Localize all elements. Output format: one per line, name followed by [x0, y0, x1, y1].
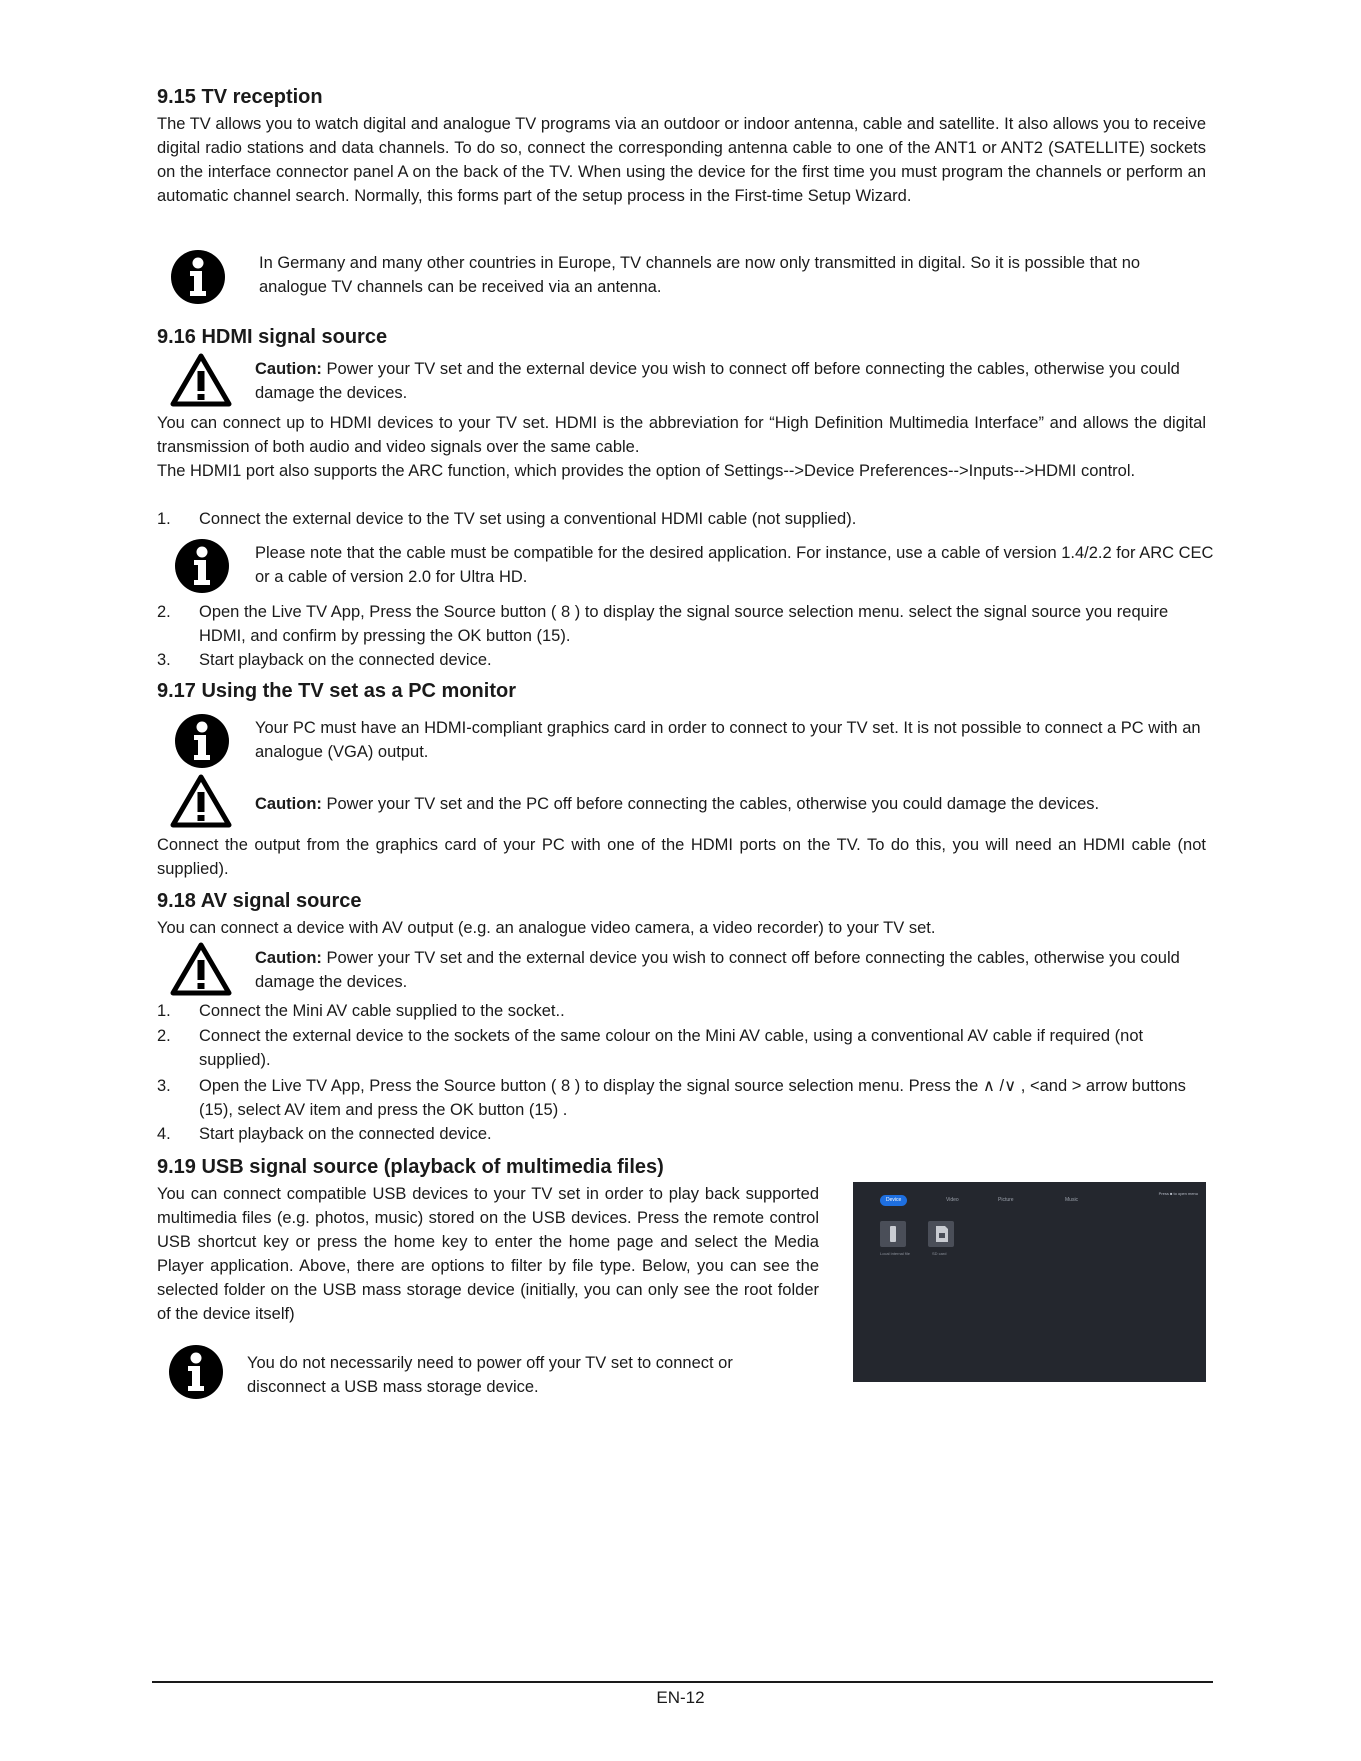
caution-text: Power your TV set and the external device you wish to connect off before connecting the cables, otherwise you could damage the devices. — [255, 949, 1180, 991]
info-icon — [168, 1344, 224, 1405]
footer-rule — [152, 1681, 1213, 1683]
step-number: 1. — [157, 1002, 171, 1020]
caution-note-av — [255, 946, 1207, 994]
media-player-screenshot — [853, 1182, 1206, 1382]
hdmi-intro-paragraph: You can connect up to HDMI devices to your TV set. HDMI is the abbreviation for “High Definition Multimedia Interface” and allows the digital transmission of both audio and video signals over the same cable. — [157, 414, 1206, 456]
av-step-4: Start playback on the connected device. — [199, 1125, 492, 1143]
section-heading-9-15: 9.15 TV reception — [157, 86, 323, 108]
menu-hint: Press ■ to open menu — [1158, 1191, 1198, 1196]
caution-text: Power your TV set and the external device you wish to connect off before connecting the cables, otherwise you could damage the devices. — [255, 360, 1180, 402]
caution-text: Power your TV set and the PC off before connecting the cables, otherwise you could damage the devices. — [321, 795, 1100, 813]
step-number: 4. — [157, 1125, 171, 1143]
av-step-3: Open the Live TV App, Press the Source button ( 8 ) to display the signal source selection menu. Press the ∧ /∨ , <and > arrow buttons (15), select AV item and press the OK button (15) . — [199, 1077, 1186, 1119]
info-note-cable-version: Please note that the cable must be compatible for the desired application. For instance, use a cable of version 1.4/2.2 for ARC CEC or a cable of version 2.0 for Ultra HD. — [255, 544, 1214, 586]
section-heading-9-17: 9.17 Using the TV set as a PC monitor — [157, 680, 516, 702]
info-icon — [170, 249, 226, 310]
pc-connect-paragraph: Connect the output from the graphics card of your PC with one of the HDMI ports on the TV. To do this, you will need an HDMI cable (not supplied). — [157, 836, 1206, 878]
caution-note-pc — [255, 792, 1207, 816]
step-number: 1. — [157, 510, 171, 528]
tab-device: Device — [880, 1195, 907, 1206]
sd-card-icon — [928, 1221, 954, 1247]
usb-drive-icon — [880, 1221, 906, 1247]
caution-label: Caution: — [255, 360, 322, 378]
info-icon — [174, 713, 230, 774]
warning-icon — [170, 353, 232, 412]
hdmi-step-2: Open the Live TV App, Press the Source button ( 8 ) to display the signal source selection menu. select the signal source you require HDMI, and confirm by pressing the OK button (15). — [199, 603, 1169, 645]
section-heading-9-16: 9.16 HDMI signal source — [157, 326, 388, 348]
page-number: EN-12 — [656, 1688, 705, 1707]
caution-label: Caution: — [255, 949, 322, 967]
step-number: 3. — [157, 651, 171, 669]
tv-reception-paragraph: The TV allows you to watch digital and analogue TV programs via an outdoor or indoor antenna, cable and satellite. It also allows you to receive digital radio stations and data channels. To do so, connect the corresponding antenna cable to one of the ANT1 or ANT2 (SATELLITE) sockets on the interface connector panel A on the back of the TV. When using the device for the first time you must program the channels or perform an automatic channel search. Normally, this forms part of the setup process in the First-time Setup Wizard. — [157, 115, 1206, 205]
step-number: 3. — [157, 1077, 171, 1095]
hdmi-step-3: Start playback on the connected device. — [199, 651, 492, 669]
caution-note-hdmi — [255, 357, 1207, 405]
section-heading-9-18: 9.18 AV signal source — [157, 890, 362, 912]
hdmi-arc-paragraph: The HDMI1 port also supports the ARC function, which provides the option of Settings-->Device Preferences-->Inputs-->HDMI control. — [157, 462, 1136, 480]
info-icon — [174, 538, 230, 599]
av-step-1: Connect the Mini AV cable supplied to the socket.. — [199, 1002, 565, 1020]
warning-icon — [170, 942, 232, 1001]
tab-video: Video — [946, 1197, 959, 1203]
tab-picture: Picture — [998, 1197, 1014, 1203]
hdmi-step-1: Connect the external device to the TV set using a conventional HDMI cable (not supplied). — [199, 510, 857, 528]
item-label: Local internal file — [880, 1251, 911, 1256]
usb-intro-paragraph: You can connect compatible USB devices to your TV set in order to play back supported multimedia files (e.g. photos, music) stored on the USB devices. Press the remote control USB shortcut key or press the home key to enter the home page and select the Media Player application. Above, there are options to filter by file type. Below, you can see the selected folder on the USB mass storage device (initially, you can only see the root folder of the device itself) — [157, 1185, 819, 1323]
warning-icon — [170, 774, 232, 833]
step-number: 2. — [157, 1027, 171, 1045]
info-note-digital-only: In Germany and many other countries in Europe, TV channels are now only transmitted in digital. So it is possible that no analogue TV channels can be received via an antenna. — [259, 254, 1141, 296]
caution-label: Caution: — [255, 795, 322, 813]
step-number: 2. — [157, 603, 171, 621]
av-intro-paragraph: You can connect a device with AV output (e.g. an analogue video camera, a video recorder) to your TV set. — [157, 919, 936, 937]
info-note-usb-hotplug: You do not necessarily need to power off your TV set to connect or disconnect a USB mass storage device. — [247, 1354, 733, 1396]
av-step-2: Connect the external device to the sockets of the same colour on the Mini AV cable, using a conventional AV cable if required (not supplied). — [199, 1027, 1144, 1069]
item-label: SD card — [932, 1251, 947, 1256]
section-heading-9-19: 9.19 USB signal source (playback of multimedia files) — [157, 1156, 664, 1178]
info-note-pc-hdmi: Your PC must have an HDMI-compliant graphics card in order to connect to your TV set. It is not possible to connect a PC with an analogue (VGA) output. — [255, 719, 1201, 761]
tab-music: Music — [1065, 1197, 1079, 1203]
